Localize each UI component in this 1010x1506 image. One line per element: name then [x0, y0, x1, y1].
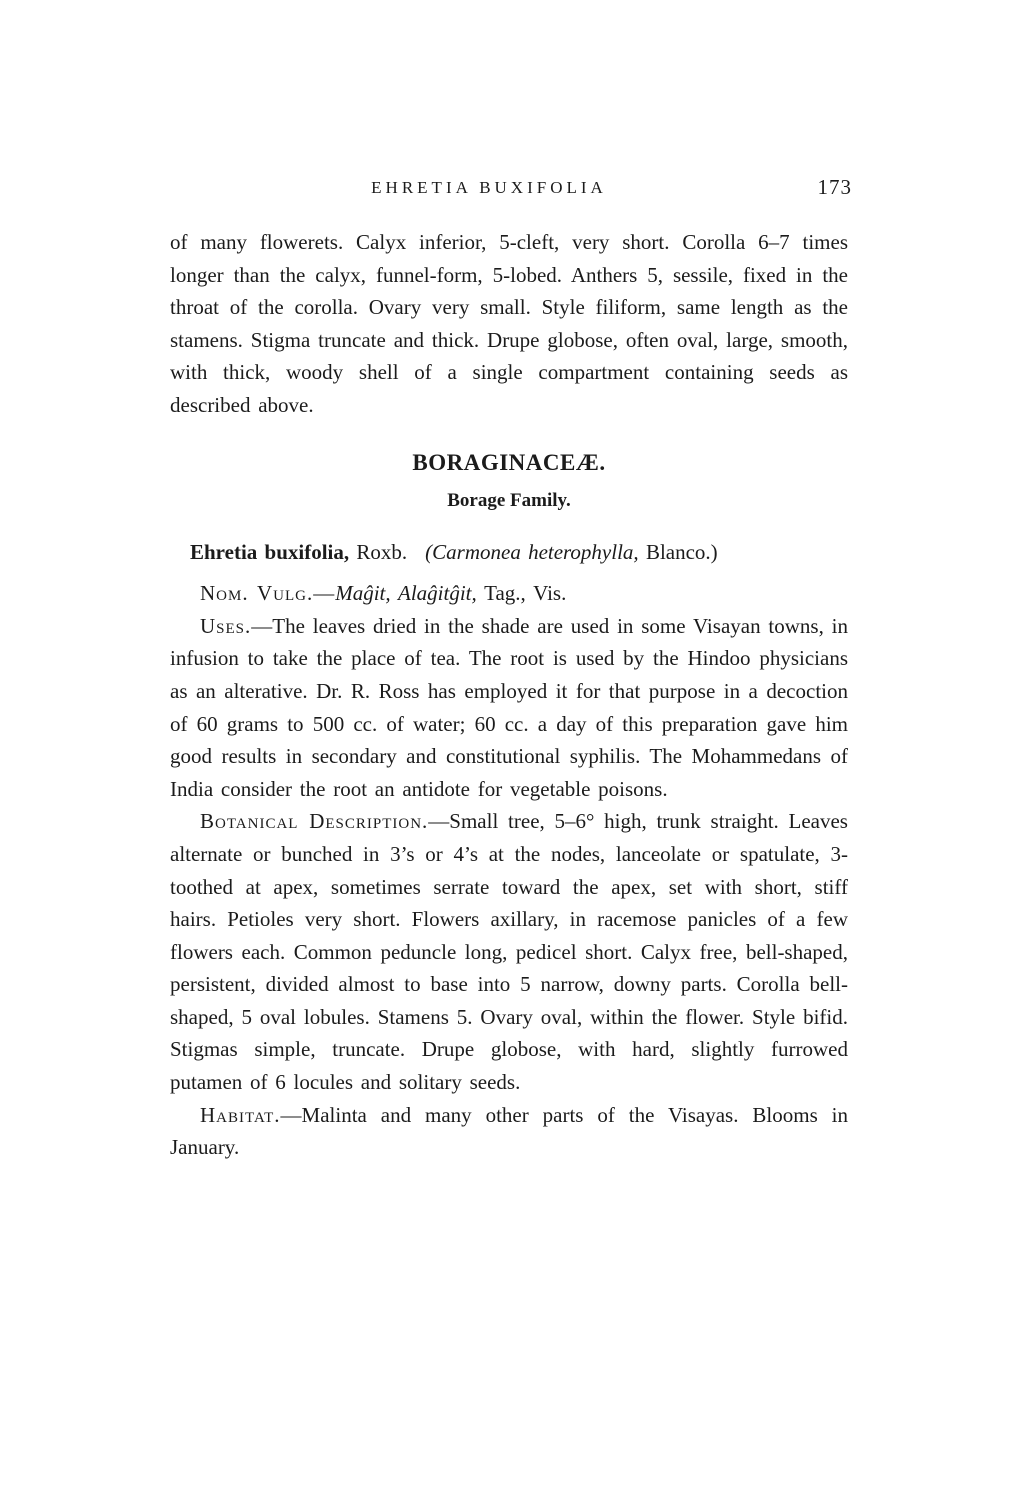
botanical-description-text: —Small tree, 5–6° high, trunk straight. Leaves alternate or bunched in 3’s or 4’s at the nodes, lanceolate or spatulate, 3-toothed at apex, sometimes serrate toward the apex, set with short, stiff hairs. Petioles very short. Flowers axillary, in racemose panicles of a few flowers each. Common peduncle long, pedicel short. Calyx free, bell-shaped, persistent, divided almost to base into 5 narrow, downy parts. Corolla bell-shaped, 5 oval lobules. Stamens 5. Ovary oval, within the flower. Style bifid. Stigmas simple, truncate. Drupe globose, with hard, slightly furrowed putamen of 6 locules and solitary seeds.	[170, 809, 848, 1095]
intro-paragraph: of many flowerets. Calyx inferior, 5-cleft, very short. Corolla 6–7 times longer than the calyx, funnel-form, 5-lobed. Anthers 5, sessile, fixed in the throat of the corolla. Ovary very small. Style filiform, same length as the stamens. Stigma truncate and thick. Drupe globose, often oval, large, smooth, with thick, woody shell of a single compartment containing seeds as described above.	[170, 230, 848, 417]
uses-label: Uses.	[200, 613, 252, 638]
habitat-text: —Malinta and many other parts of the Visayas. Blooms in January.	[170, 1102, 848, 1160]
species-synonym-rest: Blanco.)	[638, 539, 718, 564]
nom-vulg-line	[170, 577, 848, 610]
family-subheading: Borage Family.	[447, 489, 571, 511]
nom-vulg-rest: Tag., Vis.	[476, 581, 567, 606]
species-author: Roxb.	[349, 539, 408, 564]
nom-vulg-names: Maĝit, Alaĝitĝit,	[335, 581, 477, 606]
page-number: 173	[817, 175, 852, 199]
botanical-description-label: Botanical Description.	[200, 809, 429, 834]
running-header	[170, 175, 852, 206]
text-block	[170, 175, 852, 1164]
species-name: Ehretia buxifolia,	[190, 539, 350, 564]
uses-paragraph	[170, 610, 848, 806]
habitat-paragraph	[170, 1099, 848, 1164]
running-header-title: EHRETIA BUXIFOLIA	[371, 178, 607, 197]
nom-vulg-label: Nom. Vulg.—	[200, 581, 336, 606]
family-heading: BORAGINACEÆ.	[412, 449, 606, 475]
botanical-description-paragraph	[170, 805, 848, 1098]
habitat-label: Habitat.	[200, 1102, 281, 1127]
uses-text: —The leaves dried in the shade are used in some Visayan towns, in infusion to take the place of tea. The root is used by the Hindoo physicians as an alterative. Dr. R. Ross has employed it for that purpose in a decoction of 60 grams to 500 cc. of water; 60 cc. a day of this preparation gave him good results in secondary and constitutional syphilis. The Mohammedans of India consider the root an antidote for vegetable poisons.	[170, 613, 848, 801]
species-line	[170, 536, 848, 569]
species-synonym-italic: (Carmonea heterophylla,	[425, 539, 639, 564]
